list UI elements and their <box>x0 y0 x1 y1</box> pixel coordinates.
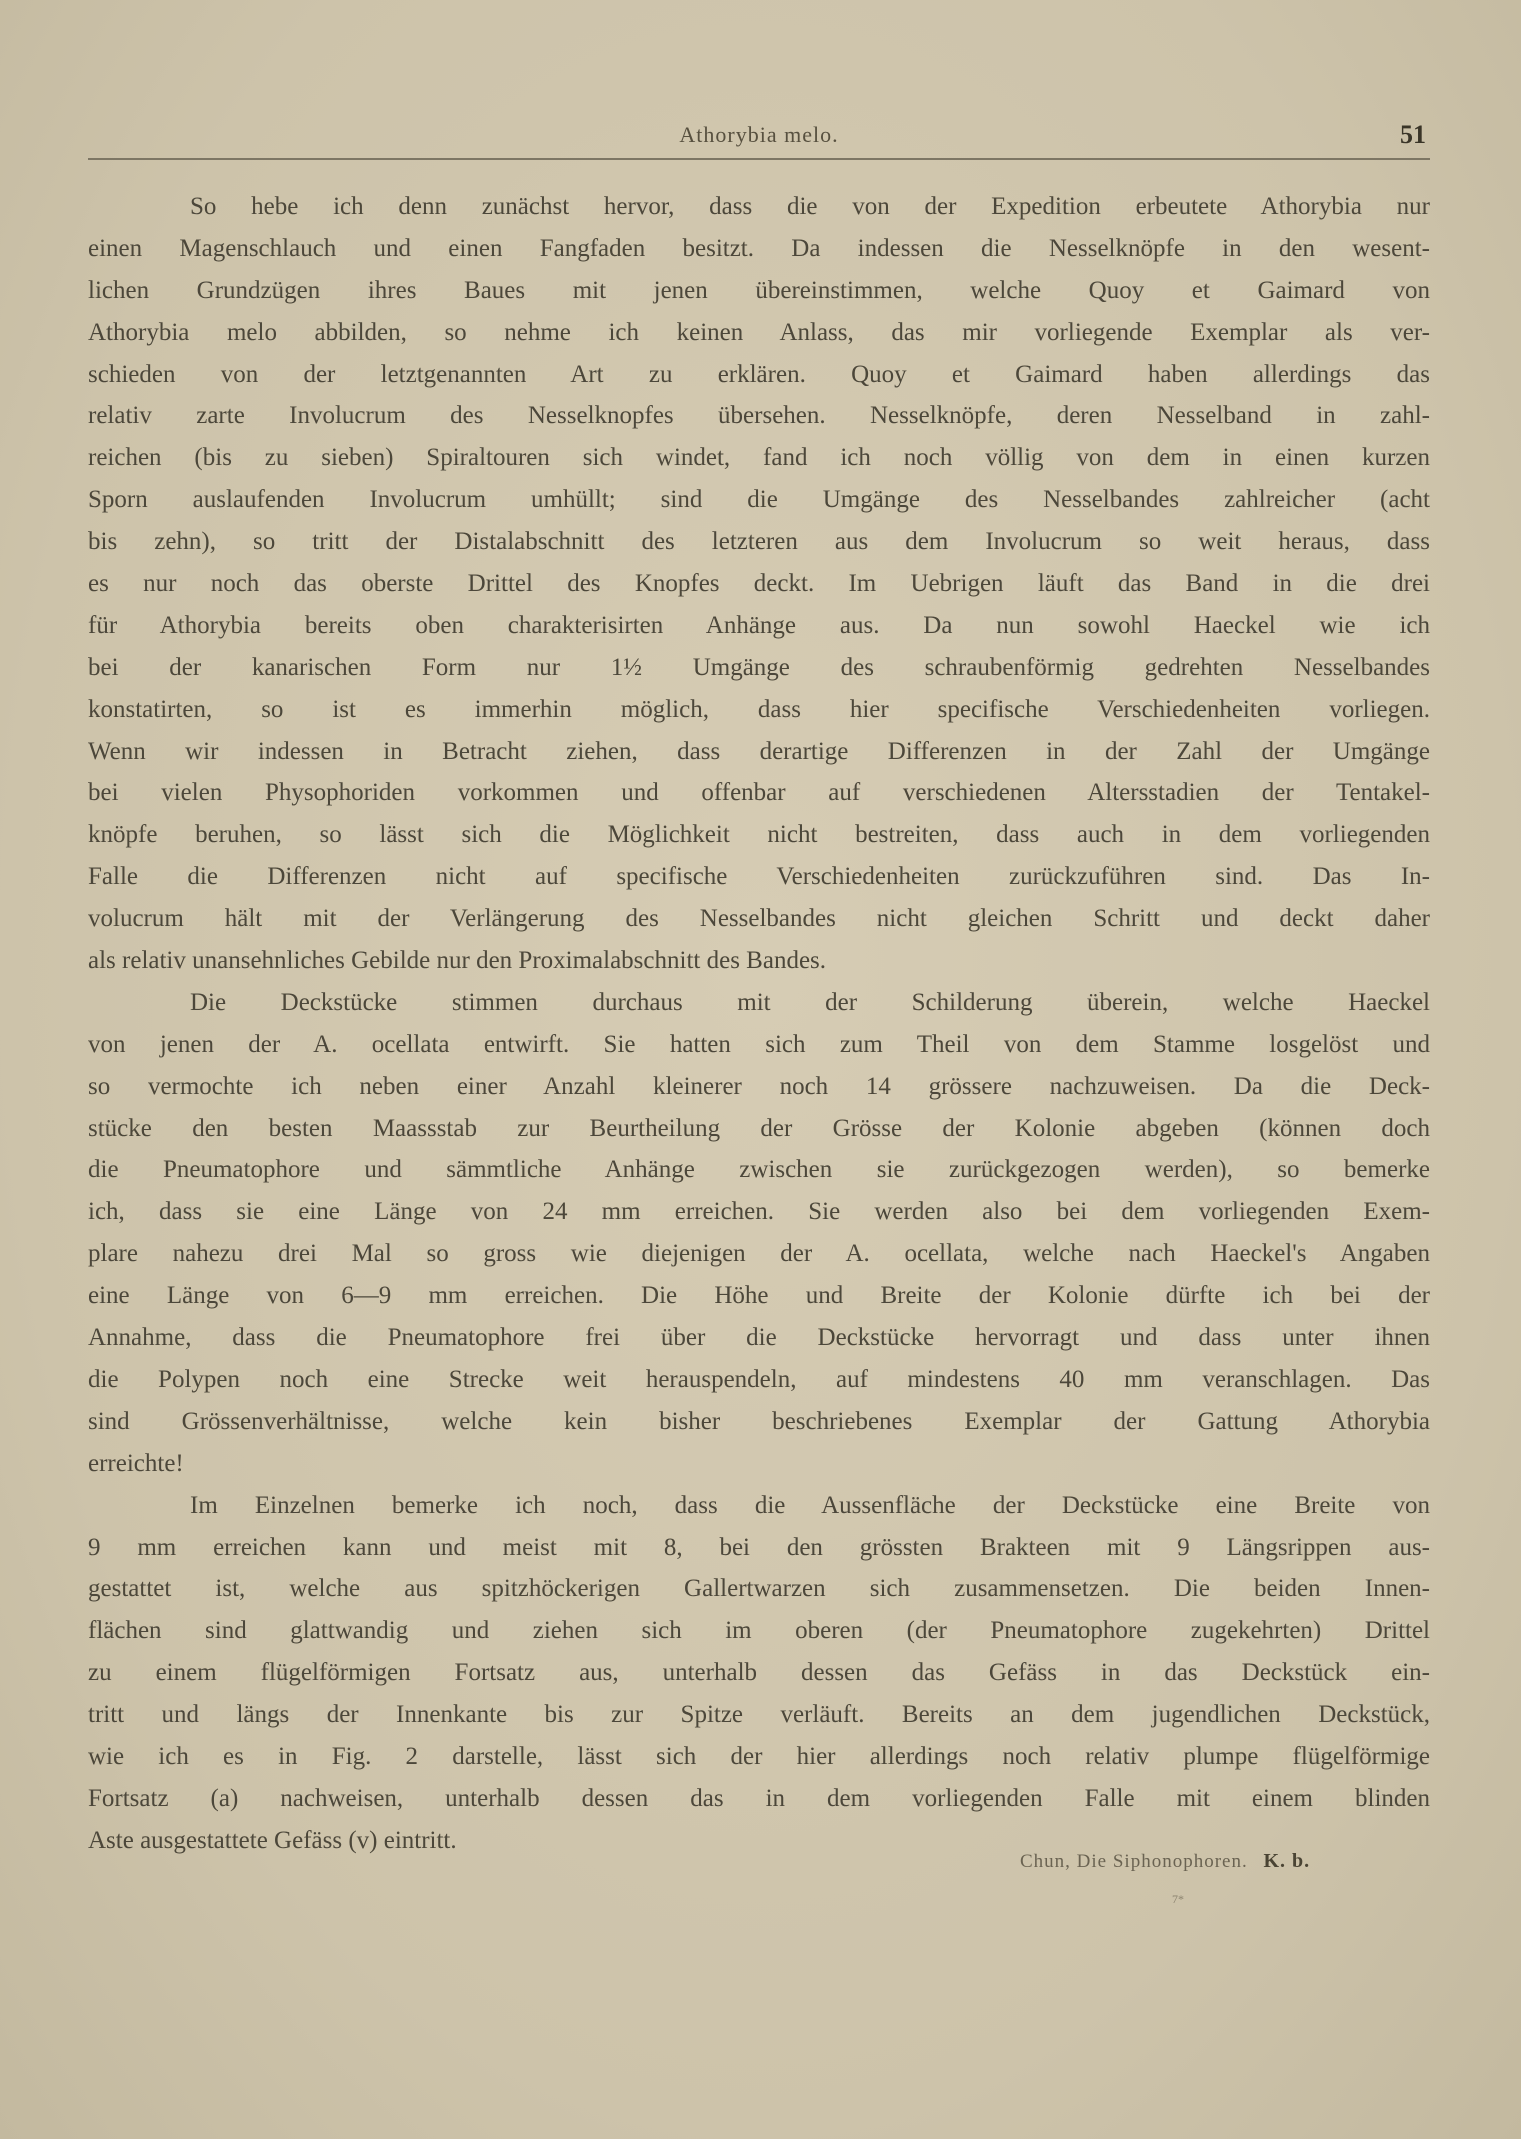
text-line: 9 mm erreichen kann und meist mit 8, bei den grössten Brakteen mit 9 Längsrippen aus- <box>88 1533 1430 1561</box>
text-line: wie ich es in Fig. 2 darstelle, lässt sich der hier allerdings noch relativ plumpe flügelförmige <box>88 1742 1430 1770</box>
text-line: von jenen der A. ocellata entwirft. Sie hatten sich zum Theil von dem Stamme losgelöst und <box>88 1030 1430 1058</box>
running-title: Athorybia melo. <box>679 122 839 147</box>
text-line: zu einem flügelförmigen Fortsatz aus, unterhalb dessen das Gefäss in das Deckstück ein- <box>88 1659 1430 1687</box>
text-line: volucrum hält mit der Verlängerung des Nesselbandes nicht gleichen Schritt und deckt daher <box>88 905 1430 933</box>
text-line: so vermochte ich neben einer Anzahl kleinerer noch 14 grössere nachzuweisen. Da die Deck- <box>88 1072 1430 1100</box>
text-line: einen Magenschlauch und einen Fangfaden besitzt. Da indessen die Nesselknöpfe in den wesent- <box>88 234 1430 262</box>
text-line: konstatirten, so ist es immerhin möglich, dass hier specifische Verschiedenheiten vorliegen. <box>88 695 1430 723</box>
text-line: ich, dass sie eine Länge von 24 mm erreichen. Sie werden also bei dem vorliegenden Exem- <box>88 1198 1430 1226</box>
text-line: erreichte! <box>88 1449 184 1477</box>
page-header <box>88 118 1430 160</box>
text-line: Fortsatz (a) nachweisen, unterhalb dessen das in dem vorliegenden Falle mit einem blinden <box>88 1784 1430 1812</box>
page-number: 51 <box>1400 120 1426 149</box>
text-line: stücke den besten Maassstab zur Beurtheilung der Grösse der Kolonie abgeben (können doch <box>88 1114 1430 1142</box>
text-line: gestattet ist, welche aus spitzhöckerigen Gallertwarzen sich zusammensetzen. Die beiden Innen- <box>88 1575 1430 1603</box>
text-line: bei der kanarischen Form nur 1½ Umgänge des schraubenförmig gedrehten Nesselbandes <box>88 653 1430 681</box>
text-line: Die Deckstücke stimmen durchaus mit der Schilderung überein, welche Haeckel <box>190 988 1430 1016</box>
signature-line <box>1020 1850 1430 1873</box>
text-line: schieden von der letztgenannten Art zu erklären. Quoy et Gaimard haben allerdings das <box>88 360 1430 388</box>
text-line: Sporn auslaufenden Involucrum umhüllt; sind die Umgänge des Nesselbandes zahlreicher (acht <box>88 486 1430 514</box>
printer-mark: 7* <box>1172 1892 1184 1906</box>
text-line: für Athorybia bereits oben charakterisirten Anhänge aus. Da nun sowohl Haeckel wie ich <box>88 611 1430 639</box>
text-line: Falle die Differenzen nicht auf specifische Verschiedenheiten zurückzuführen sind. Das In- <box>88 863 1430 891</box>
text-line: bis zehn), so tritt der Distalabschnitt des letzteren aus dem Involucrum so weit heraus, dass <box>88 528 1430 556</box>
text-line: Im Einzelnen bemerke ich noch, dass die Aussenfläche der Deckstücke eine Breite von <box>190 1491 1430 1519</box>
text-line: relativ zarte Involucrum des Nesselknopfes übersehen. Nesselknöpfe, deren Nesselband in zahl- <box>88 402 1430 430</box>
text-line: lichen Grundzügen ihres Baues mit jenen übereinstimmen, welche Quoy et Gaimard von <box>88 276 1430 304</box>
text-line: Wenn wir indessen in Betracht ziehen, dass derartige Differenzen in der Zahl der Umgänge <box>88 737 1430 765</box>
text-line: als relativ unansehnliches Gebilde nur den Proximalabschnitt des Bandes. <box>88 947 827 975</box>
text-line: tritt und längs der Innenkante bis zur Spitze verläuft. Bereits an dem jugendlichen Deckstück, <box>88 1701 1430 1729</box>
text-line: Aste ausgestattete Gefäss (v) eintritt. <box>88 1826 457 1854</box>
text-line: plare nahezu drei Mal so gross wie diejenigen der A. ocellata, welche nach Haeckel's Angaben <box>88 1240 1430 1268</box>
text-line: die Polypen noch eine Strecke weit herauspendeln, auf mindestens 40 mm veranschlagen. Das <box>88 1365 1430 1393</box>
text-line: eine Länge von 6—9 mm erreichen. Die Höhe und Breite der Kolonie dürfte ich bei der <box>88 1282 1430 1310</box>
text-line: es nur noch das oberste Drittel des Knopfes deckt. Im Uebrigen läuft das Band in die drei <box>88 570 1430 598</box>
signature-mark: K. b. <box>1263 1850 1311 1872</box>
text-line: Athorybia melo abbilden, so nehme ich keinen Anlass, das mir vorliegende Exemplar als ver- <box>88 318 1430 346</box>
text-line: knöpfe beruhen, so lässt sich die Möglichkeit nicht bestreiten, dass auch in dem vorliegenden <box>88 821 1430 849</box>
text-line: reichen (bis zu sieben) Spiraltouren sich windet, fand ich noch völlig von dem in einen kurzen <box>88 444 1430 472</box>
body-text <box>88 186 1430 1862</box>
signature-text: Chun, Die Siphonophoren. <box>1020 1851 1248 1872</box>
text-line: Annahme, dass die Pneumatophore frei über die Deckstücke hervorragt und dass unter ihnen <box>88 1324 1430 1352</box>
text-line: sind Grössenverhältnisse, welche kein bisher beschriebenes Exemplar der Gattung Athorybia <box>88 1407 1430 1435</box>
text-line: die Pneumatophore und sämmtliche Anhänge zwischen sie zurückgezogen werden), so bemerke <box>88 1156 1430 1184</box>
text-line: So hebe ich denn zunächst hervor, dass die von der Expedition erbeutete Athorybia nur <box>190 193 1430 220</box>
text-line: flächen sind glattwandig und ziehen sich im oberen (der Pneumatophore zugekehrten) Drittel <box>88 1617 1430 1645</box>
text-line: bei vielen Physophoriden vorkommen und offenbar auf verschiedenen Altersstadien der Tentakel- <box>88 779 1430 807</box>
